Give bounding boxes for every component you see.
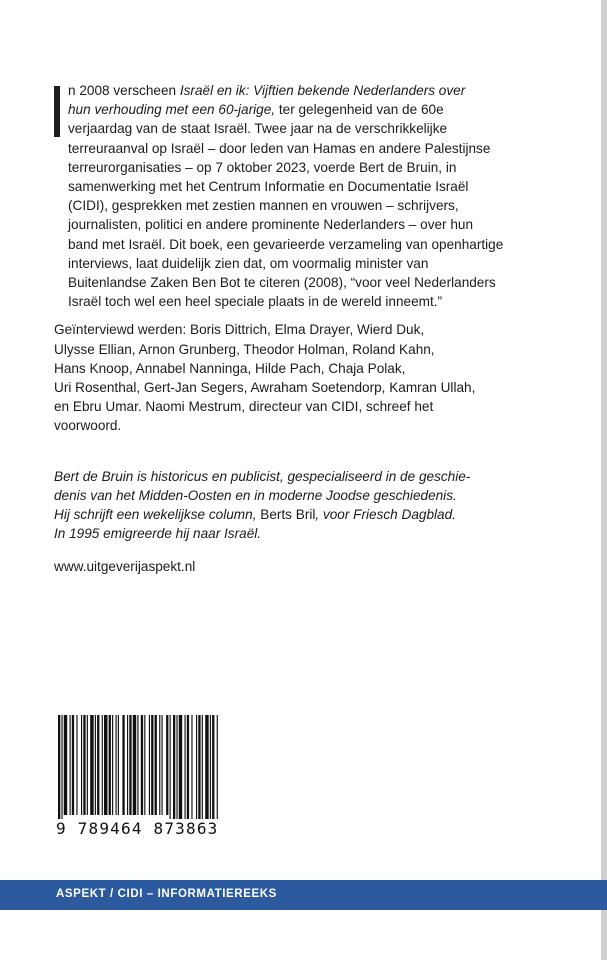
- bio-line-3-end: , voor Friesch Dagblad.: [315, 507, 456, 523]
- intro-line: [68, 196, 574, 215]
- interviewees-line: Geïnterviewd werden: Boris Dittrich, Elma Drayer, Wierd Duk,: [54, 322, 425, 338]
- interviewees-line: voorwoord.: [54, 418, 122, 434]
- bio-line-3-start: Hij schrijft een wekelijkse column,: [54, 507, 261, 523]
- publisher-website[interactable]: www.uitgeverijaspekt.nl: [54, 559, 196, 575]
- intro-line: [68, 158, 574, 177]
- intro-text: samenwerking met het Centrum Informatie en Documentatie Israël: [68, 179, 469, 195]
- interviewees-paragraph: [54, 320, 574, 435]
- drop-cap-letter-i: [54, 86, 60, 137]
- series-band: [0, 880, 607, 910]
- intro-lines: [68, 81, 574, 311]
- intro-text: (CIDI), gesprekken met zestien mannen en vrouwen – schrijvers,: [68, 198, 459, 214]
- interviewees-line: en Ebru Umar. Naomi Mestrum, directeur van CIDI, schreef het: [54, 399, 434, 415]
- intro-line: [68, 177, 574, 196]
- bio-line-3: [54, 505, 574, 524]
- interviewees-line: Hans Knoop, Annabel Nanninga, Hilde Pach, Chaja Polak,: [54, 360, 406, 376]
- intro-paragraph: [54, 81, 574, 311]
- interviewees-line: Uri Rosenthal, Gert-Jan Segers, Awraham Soetendorp, Kamran Ullah,: [54, 380, 476, 396]
- bio-line-1: Bert de Bruin is historicus en publicist, gespecialiseerd in de geschie-: [54, 468, 471, 484]
- barcode-icon: [58, 715, 222, 819]
- book-title-text: hun verhouding met een 60-jarige,: [68, 102, 276, 118]
- isbn-number: 9 789464 873863: [56, 819, 219, 838]
- intro-line: [68, 119, 574, 138]
- column-title: Berts Bril: [260, 507, 316, 523]
- author-bio: [54, 467, 574, 544]
- series-title: ASPEKT / CIDI – INFORMATIEREEKS: [56, 888, 277, 900]
- intro-line: [68, 254, 574, 273]
- intro-text: journalisten, politici en andere prominente Nederlanders – over hun: [68, 217, 474, 233]
- intro-line: [68, 139, 574, 158]
- page-edge-shadow: [601, 0, 607, 960]
- interviewees-line: Ulysse Ellian, Arnon Grunberg, Theodor Holman, Roland Kahn,: [54, 341, 435, 357]
- intro-text: interviews, laat duidelijk zien dat, om voormalig minister van: [68, 255, 429, 271]
- bio-line-2: denis van het Midden-Oosten en in moderne Joodse geschiedenis.: [54, 487, 457, 503]
- intro-text: Buitenlandse Zaken Ben Bot te citeren (2008), “voor veel Nederlanders: [68, 275, 496, 291]
- bio-line-4: In 1995 emigreerde hij naar Israël.: [54, 526, 262, 542]
- intro-text: verjaardag van de staat Israël. Twee jaar na de verschrikkelijke: [68, 121, 448, 137]
- intro-line: [68, 100, 574, 119]
- intro-text: terreuraanval op Israël – door leden van Hamas en andere Palestijnse: [68, 140, 491, 156]
- isbn-barcode: [56, 715, 224, 839]
- book-title-text: Israël en ik: Vijftien bekende Nederlanders over: [179, 83, 466, 98]
- intro-text: band met Israël. Dit boek, een gevarieerde verzameling van openhartige: [68, 236, 504, 252]
- back-cover-text: [54, 81, 574, 577]
- intro-text: n 2008 verscheen: [68, 83, 180, 98]
- intro-line: [68, 81, 574, 100]
- intro-line: [68, 235, 574, 254]
- intro-text: terreurorganisaties – op 7 oktober 2023, voerde Bert de Bruin, in: [68, 159, 457, 175]
- intro-text: ter gelegenheid van de 60e: [275, 102, 444, 118]
- intro-text: Israël toch wel een heel speciale plaats in de wereld inneemt.”: [68, 294, 443, 310]
- intro-line: [68, 273, 574, 292]
- intro-line: [68, 292, 574, 311]
- intro-line: [68, 215, 574, 234]
